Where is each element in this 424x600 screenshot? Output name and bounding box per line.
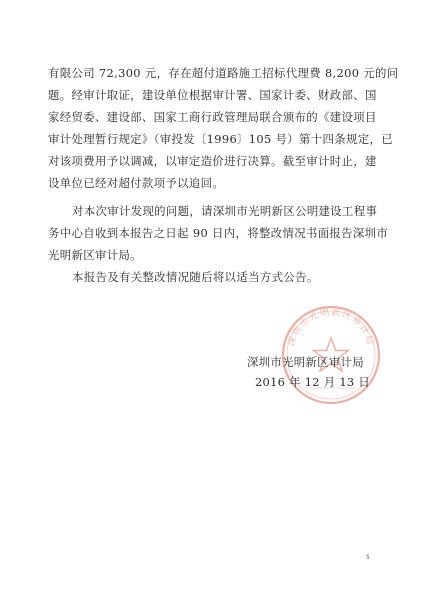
page-number: 5 bbox=[366, 554, 370, 561]
paragraph-announcement bbox=[48, 266, 384, 288]
signing-organization: 深圳市光明新区审计局 bbox=[247, 355, 364, 369]
text-line: 务中心自收到本报告之日起 90 日内，将整改情况书面报告深圳市 bbox=[48, 226, 389, 240]
text-line: 题。经审计取证，建设单位根据审计署、国家计委、财政部、国 bbox=[48, 88, 377, 102]
text-line: 光明新区审计局。 bbox=[48, 248, 142, 262]
paragraph-audit-finding bbox=[48, 62, 399, 194]
text-line: 设单位已经对超付款项予以追回。 bbox=[48, 176, 225, 190]
signature-block bbox=[247, 352, 387, 392]
text-line: 家经贸委、建设部、国家工商行政管理局联合颁布的《建设项目 bbox=[48, 110, 377, 124]
text-line: 本报告及有关整改情况随后将以适当方式公告。 bbox=[72, 270, 319, 284]
paragraph-rectification-request bbox=[48, 200, 389, 266]
signing-date: 2016 年 12 月 13 日 bbox=[255, 375, 371, 389]
svg-text:深圳市光明新区审计局 bbox=[286, 306, 377, 347]
text-line: 对该项费用予以调减，以审定造价进行决算。截至审计时止，建 bbox=[48, 154, 377, 168]
text-line: 对本次审计发现的问题，请深圳市光明新区公明建设工程事 bbox=[72, 204, 378, 218]
text-line: 审计处理暂行规定》（审投发〔1996〕105 号）第十四条规定，已 bbox=[48, 132, 393, 146]
text-line: 有限公司 72,300 元，存在超付道路施工招标代理费 8,200 元的问 bbox=[48, 66, 399, 80]
seal-text: 深圳市光明新区审计局 bbox=[286, 308, 376, 348]
